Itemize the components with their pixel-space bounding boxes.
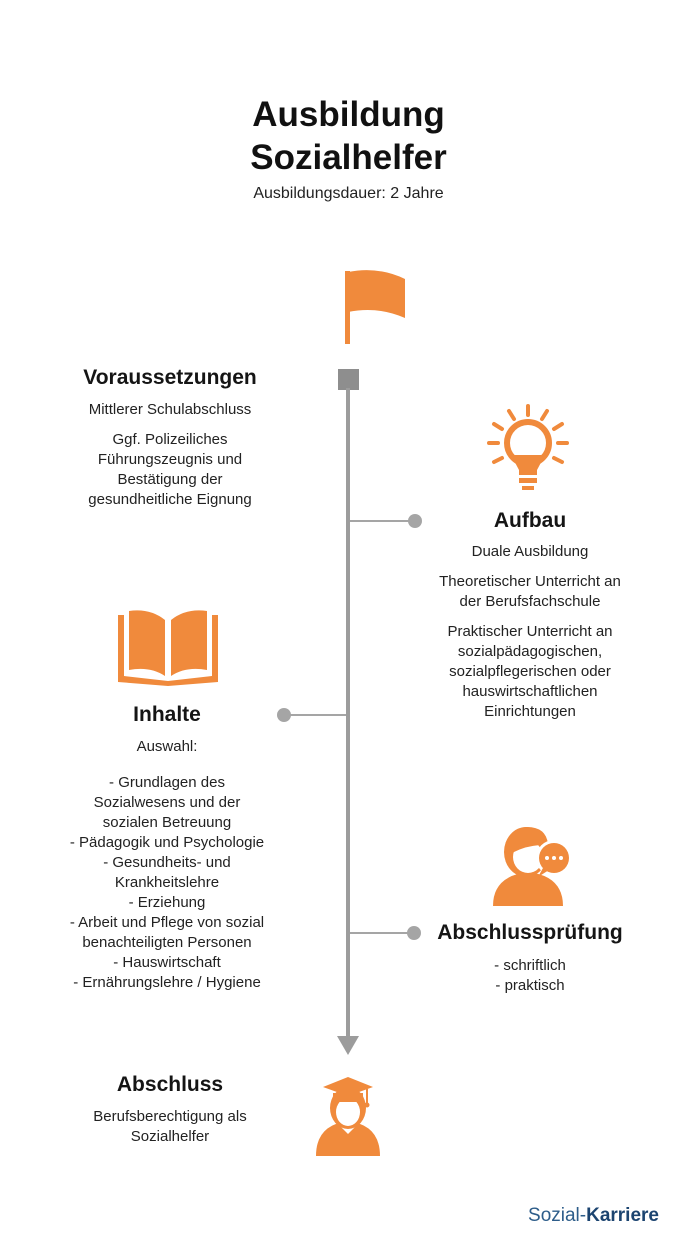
inhalte-item: benachteiligten Personen bbox=[82, 934, 252, 951]
inhalte-item: - Grundlagen des bbox=[109, 774, 225, 791]
inhalte-item: - Erziehung bbox=[128, 894, 206, 911]
voraussetzungen-list bbox=[30, 400, 310, 510]
aufbau-heading: Aufbau bbox=[493, 509, 567, 532]
timeline-start-square bbox=[338, 369, 359, 390]
inhalte-item: - Arbeit und Pflege von sozial bbox=[69, 914, 265, 931]
book-icon bbox=[118, 610, 218, 686]
voraussetzungen-item: Ggf. Polizeiliches bbox=[112, 431, 228, 448]
voraussetzungen-item: Bestätigung der bbox=[117, 471, 223, 488]
aufbau-item: hauswirtschaftlichen bbox=[462, 683, 598, 700]
page-subtitle: Ausbildungsdauer: 2 Jahre bbox=[253, 185, 444, 202]
abschluss-list bbox=[30, 1107, 310, 1147]
inhalte-item: Sozialwesens und der bbox=[93, 794, 241, 811]
person-chat-icon bbox=[493, 827, 572, 906]
page-title-line1: Ausbildung bbox=[252, 95, 445, 134]
brand-part2: Karriere bbox=[586, 1205, 659, 1226]
inhalte-item: Krankheitslehre bbox=[114, 874, 220, 891]
graduate-icon bbox=[316, 1077, 380, 1156]
aufbau-list bbox=[390, 542, 670, 722]
abschluss-item: Sozialhelfer bbox=[130, 1128, 210, 1145]
inhalte-item: sozialen Betreuung bbox=[102, 814, 232, 831]
voraussetzungen-item: Mittlerer Schulabschluss bbox=[88, 401, 252, 418]
brand-logo bbox=[528, 1205, 659, 1227]
inhalte-list bbox=[27, 737, 307, 993]
flag-icon bbox=[345, 270, 405, 344]
abschluss-item: Berufsberechtigung als bbox=[93, 1108, 247, 1125]
inhalte-heading: Inhalte bbox=[133, 703, 201, 726]
abschlusspruefung-list bbox=[390, 956, 670, 996]
aufbau-item: der Berufsfachschule bbox=[459, 593, 601, 610]
timeline-line bbox=[346, 388, 350, 1038]
inhalte-item: - Pädagogik und Psychologie bbox=[69, 834, 265, 851]
aufbau-item: sozialpflegerischen oder bbox=[449, 663, 611, 680]
page-title-line2: Sozialhelfer bbox=[250, 138, 447, 177]
inhalte-item: - Ernährungslehre / Hygiene bbox=[73, 974, 261, 991]
aufbau-item: Theoretischer Unterricht an bbox=[439, 573, 621, 590]
aufbau-item: Duale Ausbildung bbox=[471, 543, 589, 560]
abschlusspruefung-item: - praktisch bbox=[495, 977, 565, 994]
voraussetzungen-item: gesundheitliche Eignung bbox=[88, 491, 252, 508]
timeline-arrow bbox=[337, 1036, 359, 1055]
abschlusspruefung-item: - schriftlich bbox=[494, 957, 566, 974]
aufbau-item: Praktischer Unterricht an bbox=[447, 623, 613, 640]
inhalte-item: - Gesundheits- und bbox=[103, 854, 231, 871]
inhalte-item: - Hauswirtschaft bbox=[113, 954, 221, 971]
brand-part1: Sozial- bbox=[528, 1205, 587, 1226]
lightbulb-icon bbox=[489, 406, 567, 490]
aufbau-item: Einrichtungen bbox=[484, 703, 576, 720]
abschlusspruefung-heading: Abschlussprüfung bbox=[437, 921, 623, 944]
inhalte-item: Auswahl: bbox=[136, 738, 198, 755]
abschluss-heading: Abschluss bbox=[116, 1073, 224, 1096]
voraussetzungen-item: Führungszeugnis und bbox=[97, 451, 243, 468]
aufbau-item: sozialpädagogischen, bbox=[457, 643, 603, 660]
voraussetzungen-heading: Voraussetzungen bbox=[83, 366, 257, 389]
